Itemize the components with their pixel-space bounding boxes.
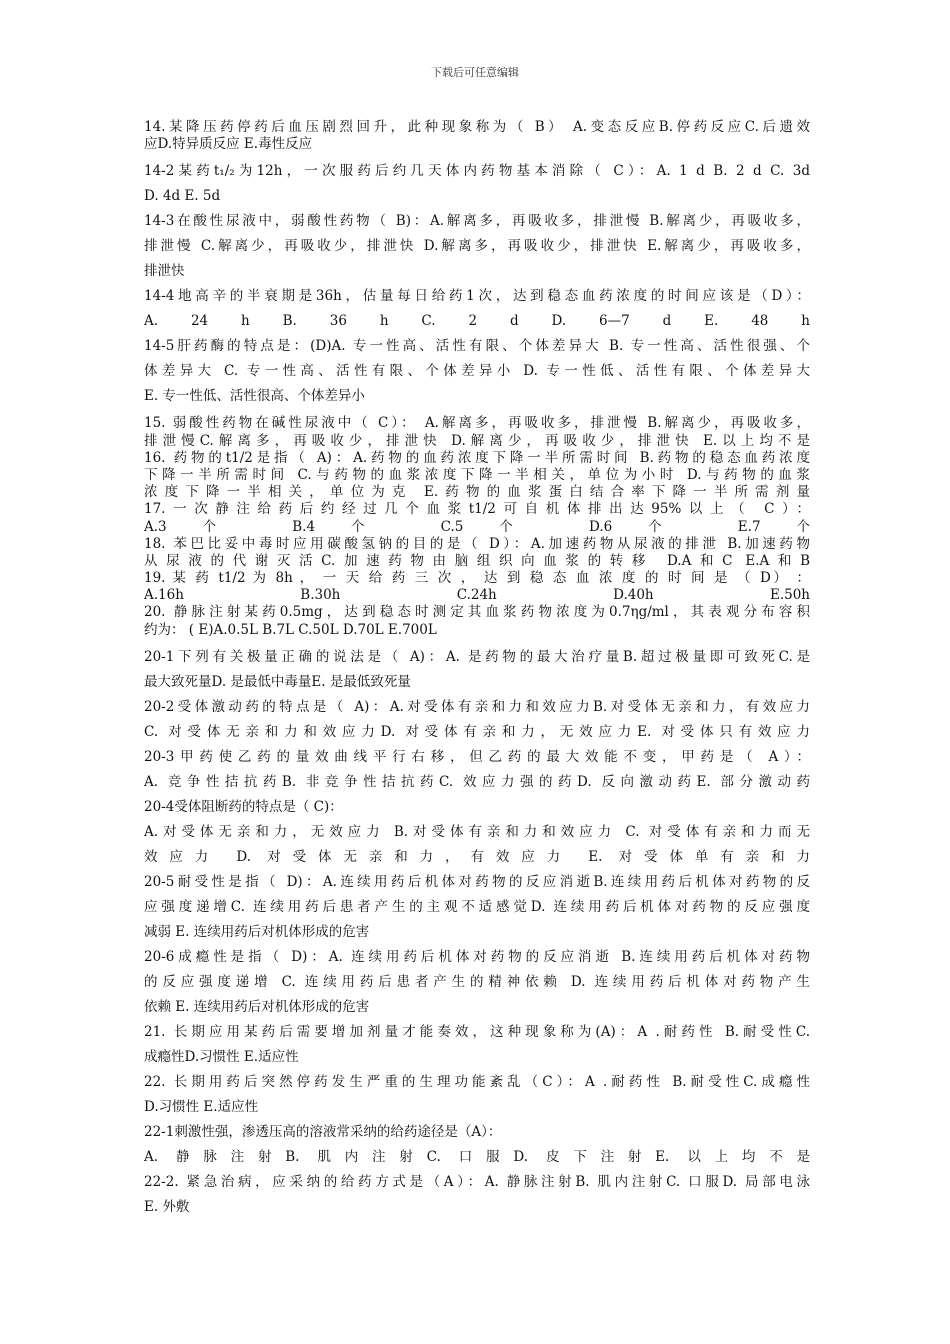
text-line: 14.某降压药停药后血压剧烈回升，此种现象称为（ B） A.变态反应B.停药反应C.后遗效 (144, 119, 810, 135)
text-line: 20-3甲药使乙药的量效曲线平行右移，但乙药的最大效能不变，甲药是（ A）： (144, 748, 810, 765)
document-body (144, 119, 810, 1220)
text-line: 20-1下列有关极量正确的说法是（ A)：A. 是药物的最大治疗量B.超过极量即可致死C.是 (144, 648, 810, 665)
text-line: 排泄慢 C.解离少，再吸收少，排泄快 D.解离多，再吸收少，排泄快 E.解离少，再吸收多， (144, 238, 810, 255)
text-line: A. 静脉注射B. 肌内注射C. 口服D. 皮下注射E. 以上均不是 (144, 1148, 810, 1165)
text-line: E. 外敷 (144, 1198, 190, 1215)
text-line: D.习惯性 E.适应性 (144, 1098, 259, 1115)
text-line: 应D.特异质反应 E.毒性反应 (144, 136, 313, 153)
text-line: 14-3在酸性尿液中，弱酸性药物（ B)：A.解离多，再吸收多，排泄慢 B.解离少，再吸收多， (144, 213, 810, 230)
text-line: A.16h B.30h C.24h D.40h E.50h (144, 587, 810, 604)
text-line: 最大致死量D. 是最低中毒量E. 是最低致死量 (144, 673, 411, 690)
text-line: 的反应强度递增 C. 连续用药后患者产生的精神依赖 D. 连续用药后机体对药物产生 (144, 973, 810, 990)
text-line: 排泄慢C.解离多，再吸收少，排泄快 D.解离少，再吸收少，排泄快 E.以上均不是 (144, 432, 810, 449)
text-line: 20-4受体阻断药的特点是（ C)： (144, 798, 343, 815)
text-line: 22-1刺激性强，渗透压高的溶液常采纳的给药途径是（A）： (144, 1123, 502, 1140)
text-line: 浓度下降一半相关，单位为克 E.药物的血浆蛋白结合率下降一半所需剂量 (144, 484, 810, 501)
text-line: 20-6成瘾性是指（ D)：A. 连续用药后机体对药物的反应消逝 B.连续用药后机体对药物 (144, 948, 810, 965)
text-line: 20-2受体激动药的特点是（ A)：A.对受体有亲和力和效应力B.对受体无亲和力，有效应力 (144, 698, 810, 715)
text-line: 22. 长期用药后突然停药发生严重的生理功能紊乱（C）：A .耐药性 B.耐受性C.成瘾性 (144, 1073, 810, 1090)
text-line: 减弱 E. 连续用药后对机体形成的危害 (144, 923, 370, 940)
text-line: A.对受体无亲和力，无效应力 B.对受体有亲和力和效应力 C. 对受体有亲和力而无 (144, 823, 810, 840)
text-line: 14-2某药t₁/₂为12h，一次服药后约几天体内药物基本消除（ C）：A. 1 d B. 2 d C. 3d (144, 163, 810, 180)
text-line: 21. 长期应用某药后需要增加剂量才能奏效，这种现象称为(A)：A .耐药性 B.耐受性C. (144, 1023, 810, 1040)
text-line: C. 对受体无亲和力和效应力D. 对受体有亲和力，无效应力E. 对受体只有效应力 (144, 723, 810, 740)
text-line: 下降一半所需时间 C.与药物的血浆浓度下降一半相关，单位为小时 D.与药物的血浆 (144, 466, 810, 483)
text-line: 应强度递增C. 连续用药后患者产生的主观不适感觉D. 连续用药后机体对药物的反应强度 (144, 898, 810, 915)
text-line: 17.一次静注给药后约经过几个血浆t1/2可自机体排出达95%以上（ C）： (144, 501, 810, 518)
text-line: 排泄快 (144, 263, 185, 280)
text-line: 体差异大 C. 专一性高、活性有限、个体差异小 D. 专一性低、活性有限、个体差异大 (144, 363, 810, 380)
text-line: 20-5耐受性是指（ D)：A.连续用药后机体对药物的反应消逝B.连续用药后机体对药物的反 (144, 873, 810, 890)
text-block (144, 119, 810, 153)
text-line: E. 专一性低、活性很高、个体差异小 (144, 388, 365, 405)
text-line: 依赖 E. 连续用药后对机体形成的危害 (144, 998, 370, 1015)
text-line: 效应力 D. 对受体无亲和力，有效应力 E. 对受体单有亲和力 (144, 848, 810, 865)
text-block (144, 159, 810, 409)
page-header: 下载后可任意编辑 (431, 66, 519, 79)
text-line: D. 4d E. 5d (144, 188, 221, 205)
text-line: 成瘾性D.习惯性 E.适应性 (144, 1048, 299, 1065)
text-line: 从尿液的代谢灭活C.加速药物由脑组织向血浆的转移 D.A和C E.A和B (144, 552, 810, 569)
text-line: A. 竞争性拮抗药B. 非竞争性拮抗药C. 效应力强的药D. 反向激动药E. 部分激动药 (144, 773, 810, 790)
text-line: 14-5肝药酶的特点是：(D)A. 专一性高、活性有限、个体差异大 B. 专一性高、活性很强、个 (144, 338, 810, 355)
text-block (144, 415, 810, 638)
text-line: 16. 药物的t1/2是指（ A)：A.药物的血药浓度下降一半所需时间 B.药物的稳态血药浓度 (144, 449, 810, 466)
text-line: 19. 某 药 t1/2 为 8h ， 一 天 给 药 三 次 ， 达 到 稳 态 血 浓 度 的 时 间 是 （ D） ： (144, 570, 810, 587)
text-line: A. 24 h B. 36 h C. 2 d D. 6—7 d E. 48 h (144, 313, 810, 330)
text-line: 22-2. 紧急治病，应采纳的给药方式是（A）：A. 静脉注射B. 肌内注射C. 口服D. 局部电泳 (144, 1173, 810, 1190)
text-line: 约为： ( E)A.0.5L B.7L C.50L D.70L E.700L (144, 621, 437, 638)
text-line: 14-4地高辛的半衰期是36h，估量每日给药1次，达到稳态血药浓度的时间应该是（D）： (144, 288, 810, 305)
text-block (144, 645, 810, 1220)
text-line: A.3个 B.4个 C.5个 D.6个 E.7个 (144, 518, 810, 535)
text-line: 15. 弱酸性药物在碱性尿液中（ C）： A.解离多，再吸收多，排泄慢 B.解离少，再吸收多， (144, 415, 810, 432)
text-line: 20. 静脉注射某药0.5mg，达到稳态时测定其血浆药物浓度为0.7ηg/ml，其表观分布容积 (144, 604, 810, 621)
text-line: 18. 苯巴比妥中毒时应用碳酸氢钠的目的是（ D）：A.加速药物从尿液的排泄 B.加速药物 (144, 535, 810, 552)
